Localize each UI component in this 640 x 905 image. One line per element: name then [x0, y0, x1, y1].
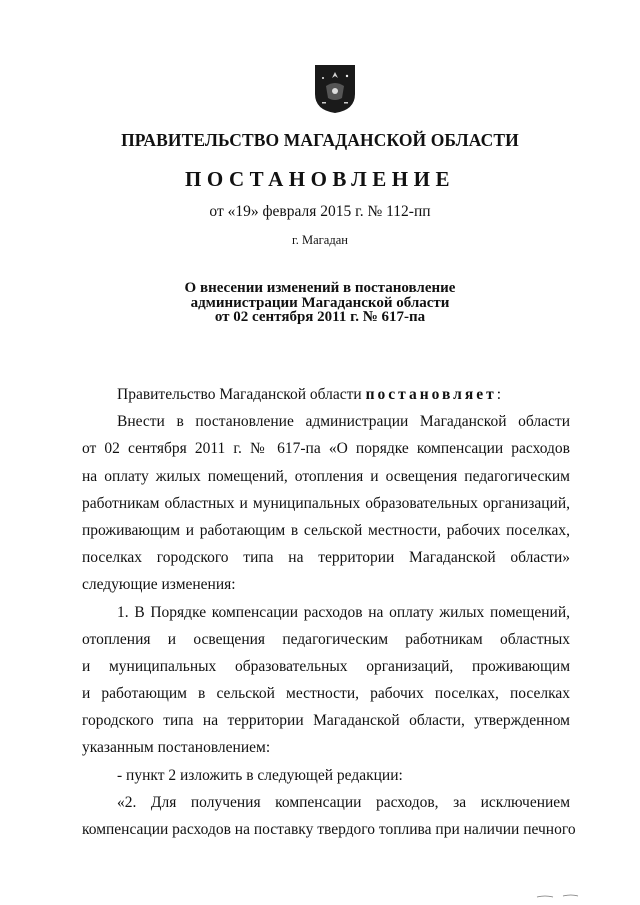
body-line: и муниципальных образовательных организаций, проживающим: [82, 657, 570, 675]
body-line: указанным постановлением:: [82, 739, 271, 757]
document-body: [82, 381, 576, 843]
coat-of-arms-icon: [314, 64, 356, 114]
subject-line: администрации Магаданской области: [190, 294, 450, 311]
preamble-line: [82, 381, 570, 408]
body-line: проживающим и работающим в сельской местности, рабочих поселках,: [82, 521, 570, 539]
government-title: ПРАВИТЕЛЬСТВО МАГАДАНСКОЙ ОБЛАСТИ: [121, 130, 519, 150]
resolution-keyword: постановляет: [365, 386, 497, 403]
document-subject: [0, 281, 640, 325]
body-line: следующие изменения:: [82, 576, 236, 594]
document-date-number: от «19» февраля 2015 г. № 112-пп: [209, 203, 431, 220]
body-line: «2. Для получения компенсации расходов, за исключением: [117, 793, 570, 811]
body-line: компенсации расходов на поставку твердого топлива при наличии печного: [82, 821, 576, 838]
body-line: поселках городского типа на территории Магаданской области»: [82, 549, 570, 567]
subject-line: от 02 сентября 2011 г. № 617-па: [214, 309, 426, 325]
subject-line: О внесении изменений в постановление: [184, 280, 456, 296]
document-type: ПОСТАНОВЛЕНИЕ: [185, 167, 455, 191]
handwritten-mark-icon: [535, 893, 580, 899]
body-line: работникам областных и муниципальных образовательных организаций,: [82, 494, 570, 512]
body-line: на оплату жилых помещений, отопления и освещения педагогическим: [82, 467, 570, 485]
body-line: от 02 сентября 2011 г. № 617-па «О порядке компенсации расходов: [82, 440, 570, 458]
preamble-colon: :: [496, 386, 502, 403]
body-line: и работающим в сельской местности, рабочих поселках, поселках: [82, 685, 570, 703]
body-line: Внести в постановление администрации Магаданской области: [117, 413, 570, 431]
body-line: городского типа на территории Магаданской области, утвержденном: [82, 712, 570, 730]
preamble-text: Правительство Магаданской области: [117, 386, 366, 403]
body-line: отопления и освещения педагогическим работникам областных: [82, 630, 570, 648]
document-city: г. Магадан: [292, 233, 348, 247]
body-line: - пункт 2 изложить в следующей редакции:: [117, 766, 403, 784]
body-line: 1. В Порядке компенсации расходов на оплату жилых помещений,: [117, 603, 570, 621]
